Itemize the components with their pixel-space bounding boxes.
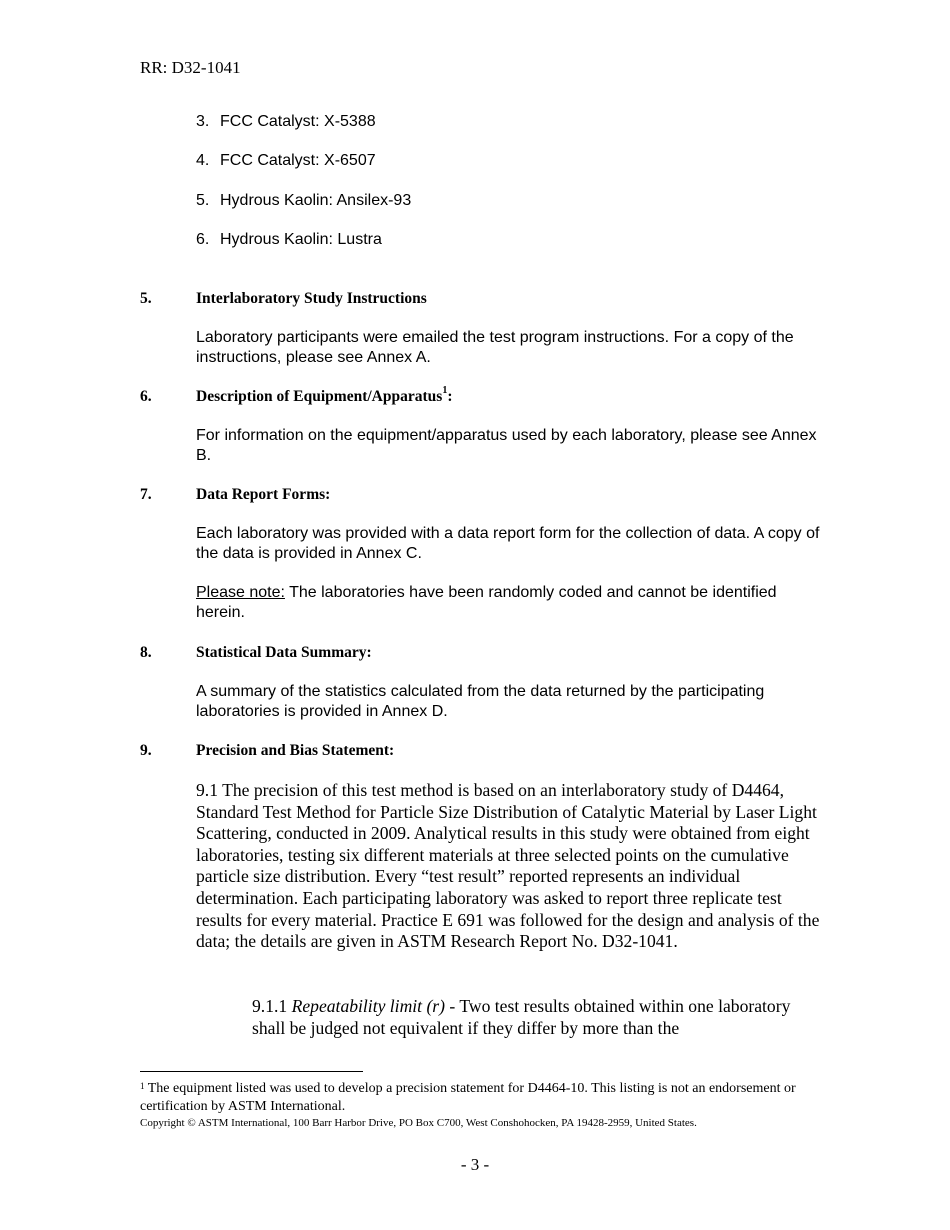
precision-paragraph: 9.1 The precision of this test method is based on an interlaboratory study of D4464, Standard Test Method for Particle Size Distribution of Catalytic Material by Laser Light Scattering, conducted in 2009. Analytical results in this study were obtained from eight laboratories, testing six different materials at three selected points on the cumulative particle size distribution. Every “test result” reported represents an individual determination. Each participating laboratory was asked to report three replicate test results for every material. Practice E 691 was followed for the design and analysis of the data; the details are given in ASTM Research Report No. D32-1041. xyxy=(196,780,820,952)
list-item: 6. Hydrous Kaolin: Lustra xyxy=(196,230,382,248)
repeatability-term: Repeatability limit (r) - xyxy=(291,996,456,1016)
copyright-notice: Copyright © ASTM International, 100 Barr Harbor Drive, PO Box C700, West Conshohocken, PA 19428-2959, United States. xyxy=(140,1117,697,1129)
page-number: - 3 - xyxy=(460,1155,490,1174)
list-item: 5. Hydrous Kaolin: Ansilex-93 xyxy=(196,191,412,209)
list-item: 3. FCC Catalyst: X-5388 xyxy=(196,113,376,130)
footnote: $^1$ The equipment listed was used to develop a precision statement for D4464-10. This listing is not an endorsement or certification by ASTM International. xyxy=(140,1081,796,1114)
footnote-ref: 1 xyxy=(442,385,448,396)
section-8-body: A summary of the statistics calculated from the data returned by the participating laboratories is provided in Annex D. xyxy=(196,683,765,720)
section-6-heading: 6. Description of Equipment/Apparatus$^1$: xyxy=(140,385,453,405)
section-5-body: Laboratory participants were emailed the test program instructions. For a copy of the instructions, please see Annex A. xyxy=(196,329,794,366)
note-label: Please note: xyxy=(196,584,285,601)
section-5-heading: 5. Interlaboratory Study Instructions xyxy=(140,290,427,307)
list-item: 4. FCC Catalyst: X-6507 xyxy=(196,152,376,170)
report-id-header: RR: D32-1041 xyxy=(140,58,241,77)
section-6-body: For information on the equipment/apparatus used by each laboratory, please see Annex B. xyxy=(196,427,817,464)
repeatability-paragraph: 9.1.1 Repeatability limit (r) - Two test results obtained within one laboratory shall be judged not equivalent if they differ by more than the xyxy=(252,996,791,1038)
section-8-heading: 8. Statistical Data Summary: xyxy=(140,644,372,661)
section-7-heading: 7. Data Report Forms: xyxy=(140,486,331,503)
section-9-heading: 9. Precision and Bias Statement: xyxy=(140,742,395,759)
footnote-mark: 1 xyxy=(140,1081,145,1091)
materials-list xyxy=(196,112,411,269)
section-7-body: Each laboratory was provided with a data report form for the collection of data. A copy of the data is provided in Annex C. xyxy=(196,525,820,562)
section-7-note: Please note: The laboratories have been randomly coded and cannot be identified herein. xyxy=(196,584,777,621)
footnote-divider xyxy=(140,1071,363,1072)
